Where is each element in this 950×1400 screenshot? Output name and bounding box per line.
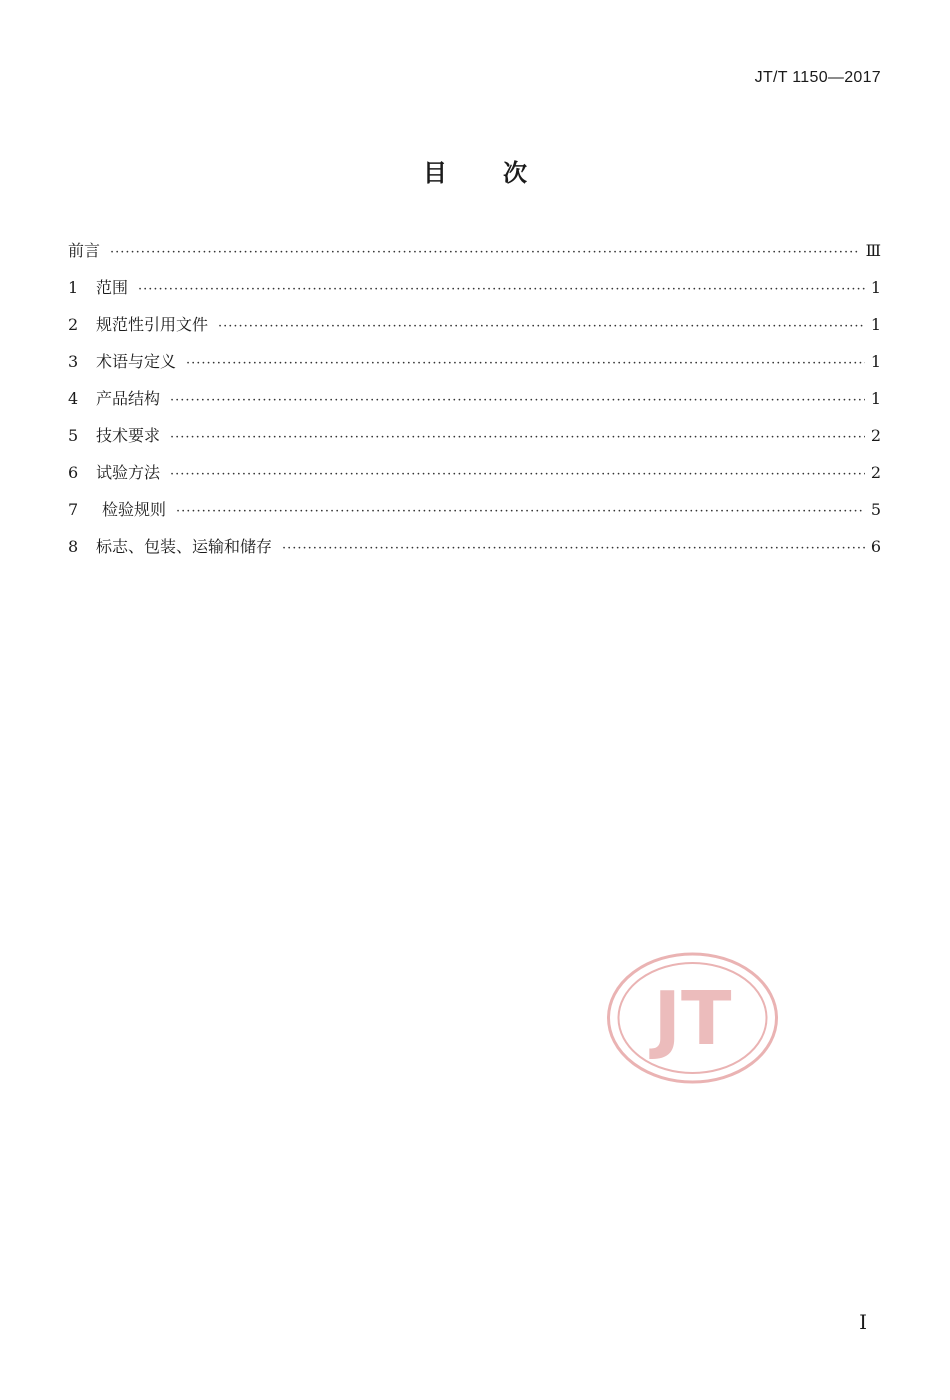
table-of-contents [68, 237, 881, 570]
toc-label: 标志、包装、运输和储存 [96, 537, 273, 556]
toc-page: 2 [870, 463, 881, 482]
toc-label: 范围 [96, 278, 129, 297]
toc-leader-dots [170, 387, 865, 415]
toc-leader-dots [170, 461, 865, 489]
toc-page: 1 [870, 315, 881, 334]
toc-number: 1 [68, 278, 79, 297]
toc-leader-dots [170, 424, 865, 452]
toc-leader-dots [218, 313, 865, 341]
standard-code: JT/T 1150—2017 [754, 69, 881, 86]
toc-page: 5 [870, 500, 881, 519]
toc-label: 试验方法 [96, 463, 161, 482]
page-title [0, 153, 950, 188]
toc-entry-6[interactable] [68, 459, 881, 496]
toc-leader-dots [176, 498, 865, 526]
toc-number: 7 [68, 500, 79, 519]
toc-page: Ⅲ [865, 241, 881, 260]
toc-number: 6 [68, 463, 79, 482]
toc-entry-7[interactable] [68, 496, 881, 533]
toc-entry-5[interactable] [68, 422, 881, 459]
toc-entry-8[interactable] [68, 533, 881, 570]
toc-entry-foreword[interactable] [68, 237, 881, 274]
toc-page: 1 [870, 278, 881, 297]
toc-page: 2 [870, 426, 881, 445]
toc-entry-2[interactable] [68, 311, 881, 348]
toc-label: 术语与定义 [96, 352, 177, 371]
toc-number: 2 [68, 315, 79, 334]
toc-label: 前言 [68, 241, 101, 260]
toc-number: 4 [68, 389, 79, 408]
toc-label: 检验规则 [102, 500, 167, 519]
toc-leader-dots [186, 350, 865, 378]
page-number: I [859, 1310, 867, 1334]
toc-entry-1[interactable] [68, 274, 881, 311]
toc-number: 3 [68, 352, 79, 371]
toc-label: 产品结构 [96, 389, 161, 408]
toc-leader-dots [282, 535, 865, 563]
toc-leader-dots [138, 276, 865, 304]
jt-watermark-seal [606, 951, 779, 1085]
toc-leader-dots [110, 239, 860, 267]
title-part-1: 目 [423, 159, 447, 187]
toc-page: 1 [870, 389, 881, 408]
toc-label: 技术要求 [96, 426, 161, 445]
toc-entry-3[interactable] [68, 348, 881, 385]
toc-label: 规范性引用文件 [96, 315, 209, 334]
toc-page: 6 [870, 537, 881, 556]
toc-entry-4[interactable] [68, 385, 881, 422]
toc-page: 1 [870, 352, 881, 371]
toc-number: 8 [68, 537, 79, 556]
title-part-2: 次 [503, 159, 527, 187]
toc-number: 5 [68, 426, 79, 445]
watermark-text: JT [653, 976, 732, 1062]
